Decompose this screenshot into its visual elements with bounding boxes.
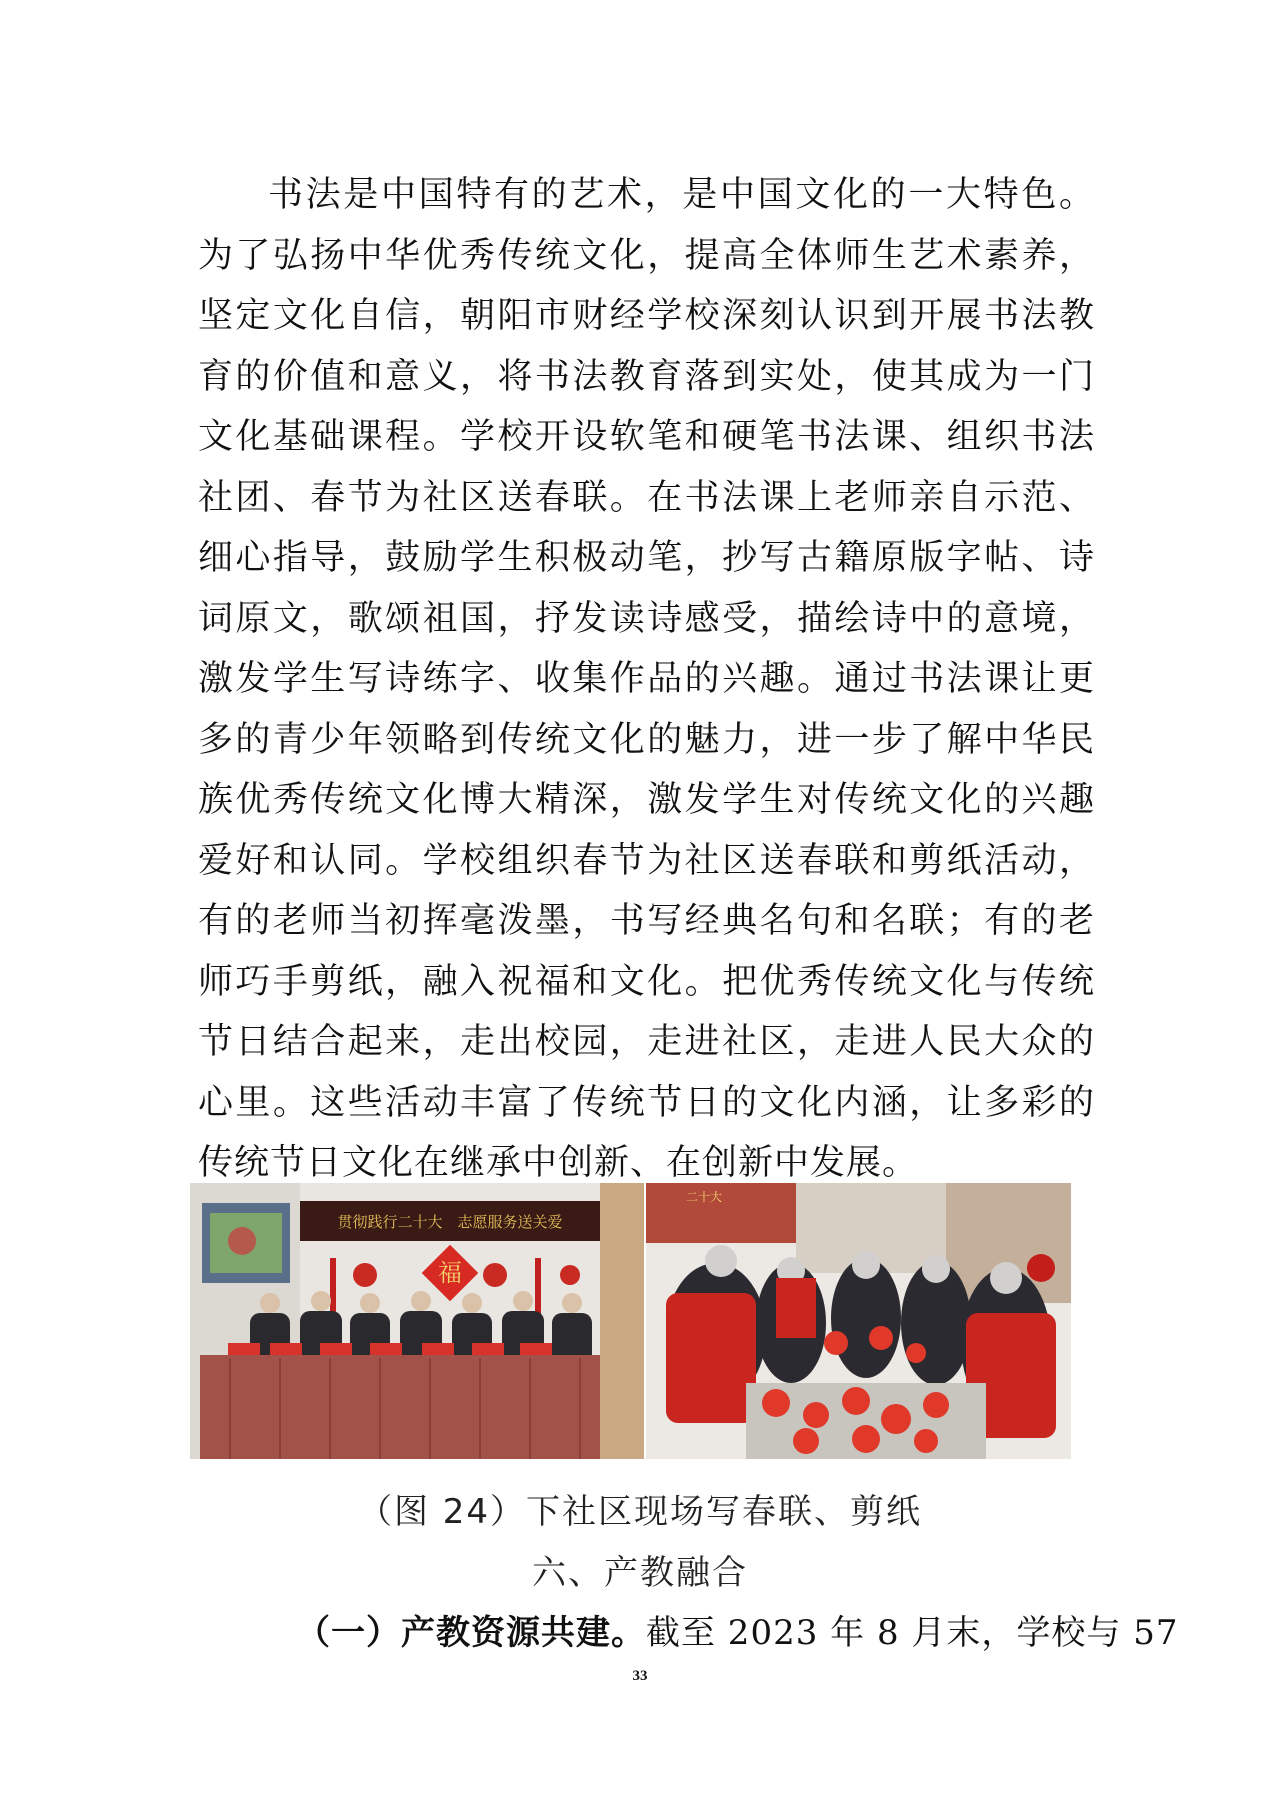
left-photo-banner-text: 贯彻践行二十大 志愿服务送关爱 [337, 1213, 563, 1231]
photo-paper-cutting [646, 1183, 1071, 1459]
fu-character: 福 [438, 1259, 462, 1287]
photo-community-meeting [190, 1183, 644, 1459]
right-photo-banner-text: 二十大 [686, 1190, 723, 1204]
section-heading: 六、产教融合 [532, 1553, 748, 1593]
body-paragraph: 书法是中国特有的艺术，是中国文化的一大特色。为了弘扬中华优秀传统文化，提高全体师生艺术素养，坚定文化自信，朝阳市财经学校深刻认识到开展书法教育的价值和意义，将书法教育落到实处，使其成为一门文化基础课程。学校开设软笔和硬笔书法课、组织书法社团、春节为社区送春联。在书法课上老师亲自示范、细心指导，鼓励学生积极动笔，抄写古籍原版字帖、诗词原文，歌颂祖国，抒发读诗感受，描绘诗中的意境，激发学生写诗练字、收集作品的兴趣。通过书法课让更多的青少年领略到传统文化的魅力，进一步了解中华民族优秀传统文化博大精深，激发学生对传统文化的兴趣爱好和认同。学校组织春节为社区送春联和剪纸活动，有的老师当初挥毫泼墨，书写经典名句和名联；有的老师巧手剪纸，融入祝福和文化。把优秀传统文化与传统节日结合起来，走出校园，走进社区，走进人民大众的心里。这些活动丰富了传统节日的文化内涵，让多彩的传统节日文化在继承中创新、在创新中发展。 [198, 175, 1095, 1183]
subsection-line [296, 1605, 1178, 1654]
page-number: 33 [632, 1668, 648, 1684]
subsection-text: 截至 2023 年 8 月末，学校与 57 [646, 1613, 1179, 1653]
subsection-label: （一）产教资源共建。 [296, 1613, 646, 1653]
figure-24-photos [190, 1183, 1071, 1459]
figure-caption: （图 24）下社区现场写春联、剪纸 [357, 1492, 923, 1532]
